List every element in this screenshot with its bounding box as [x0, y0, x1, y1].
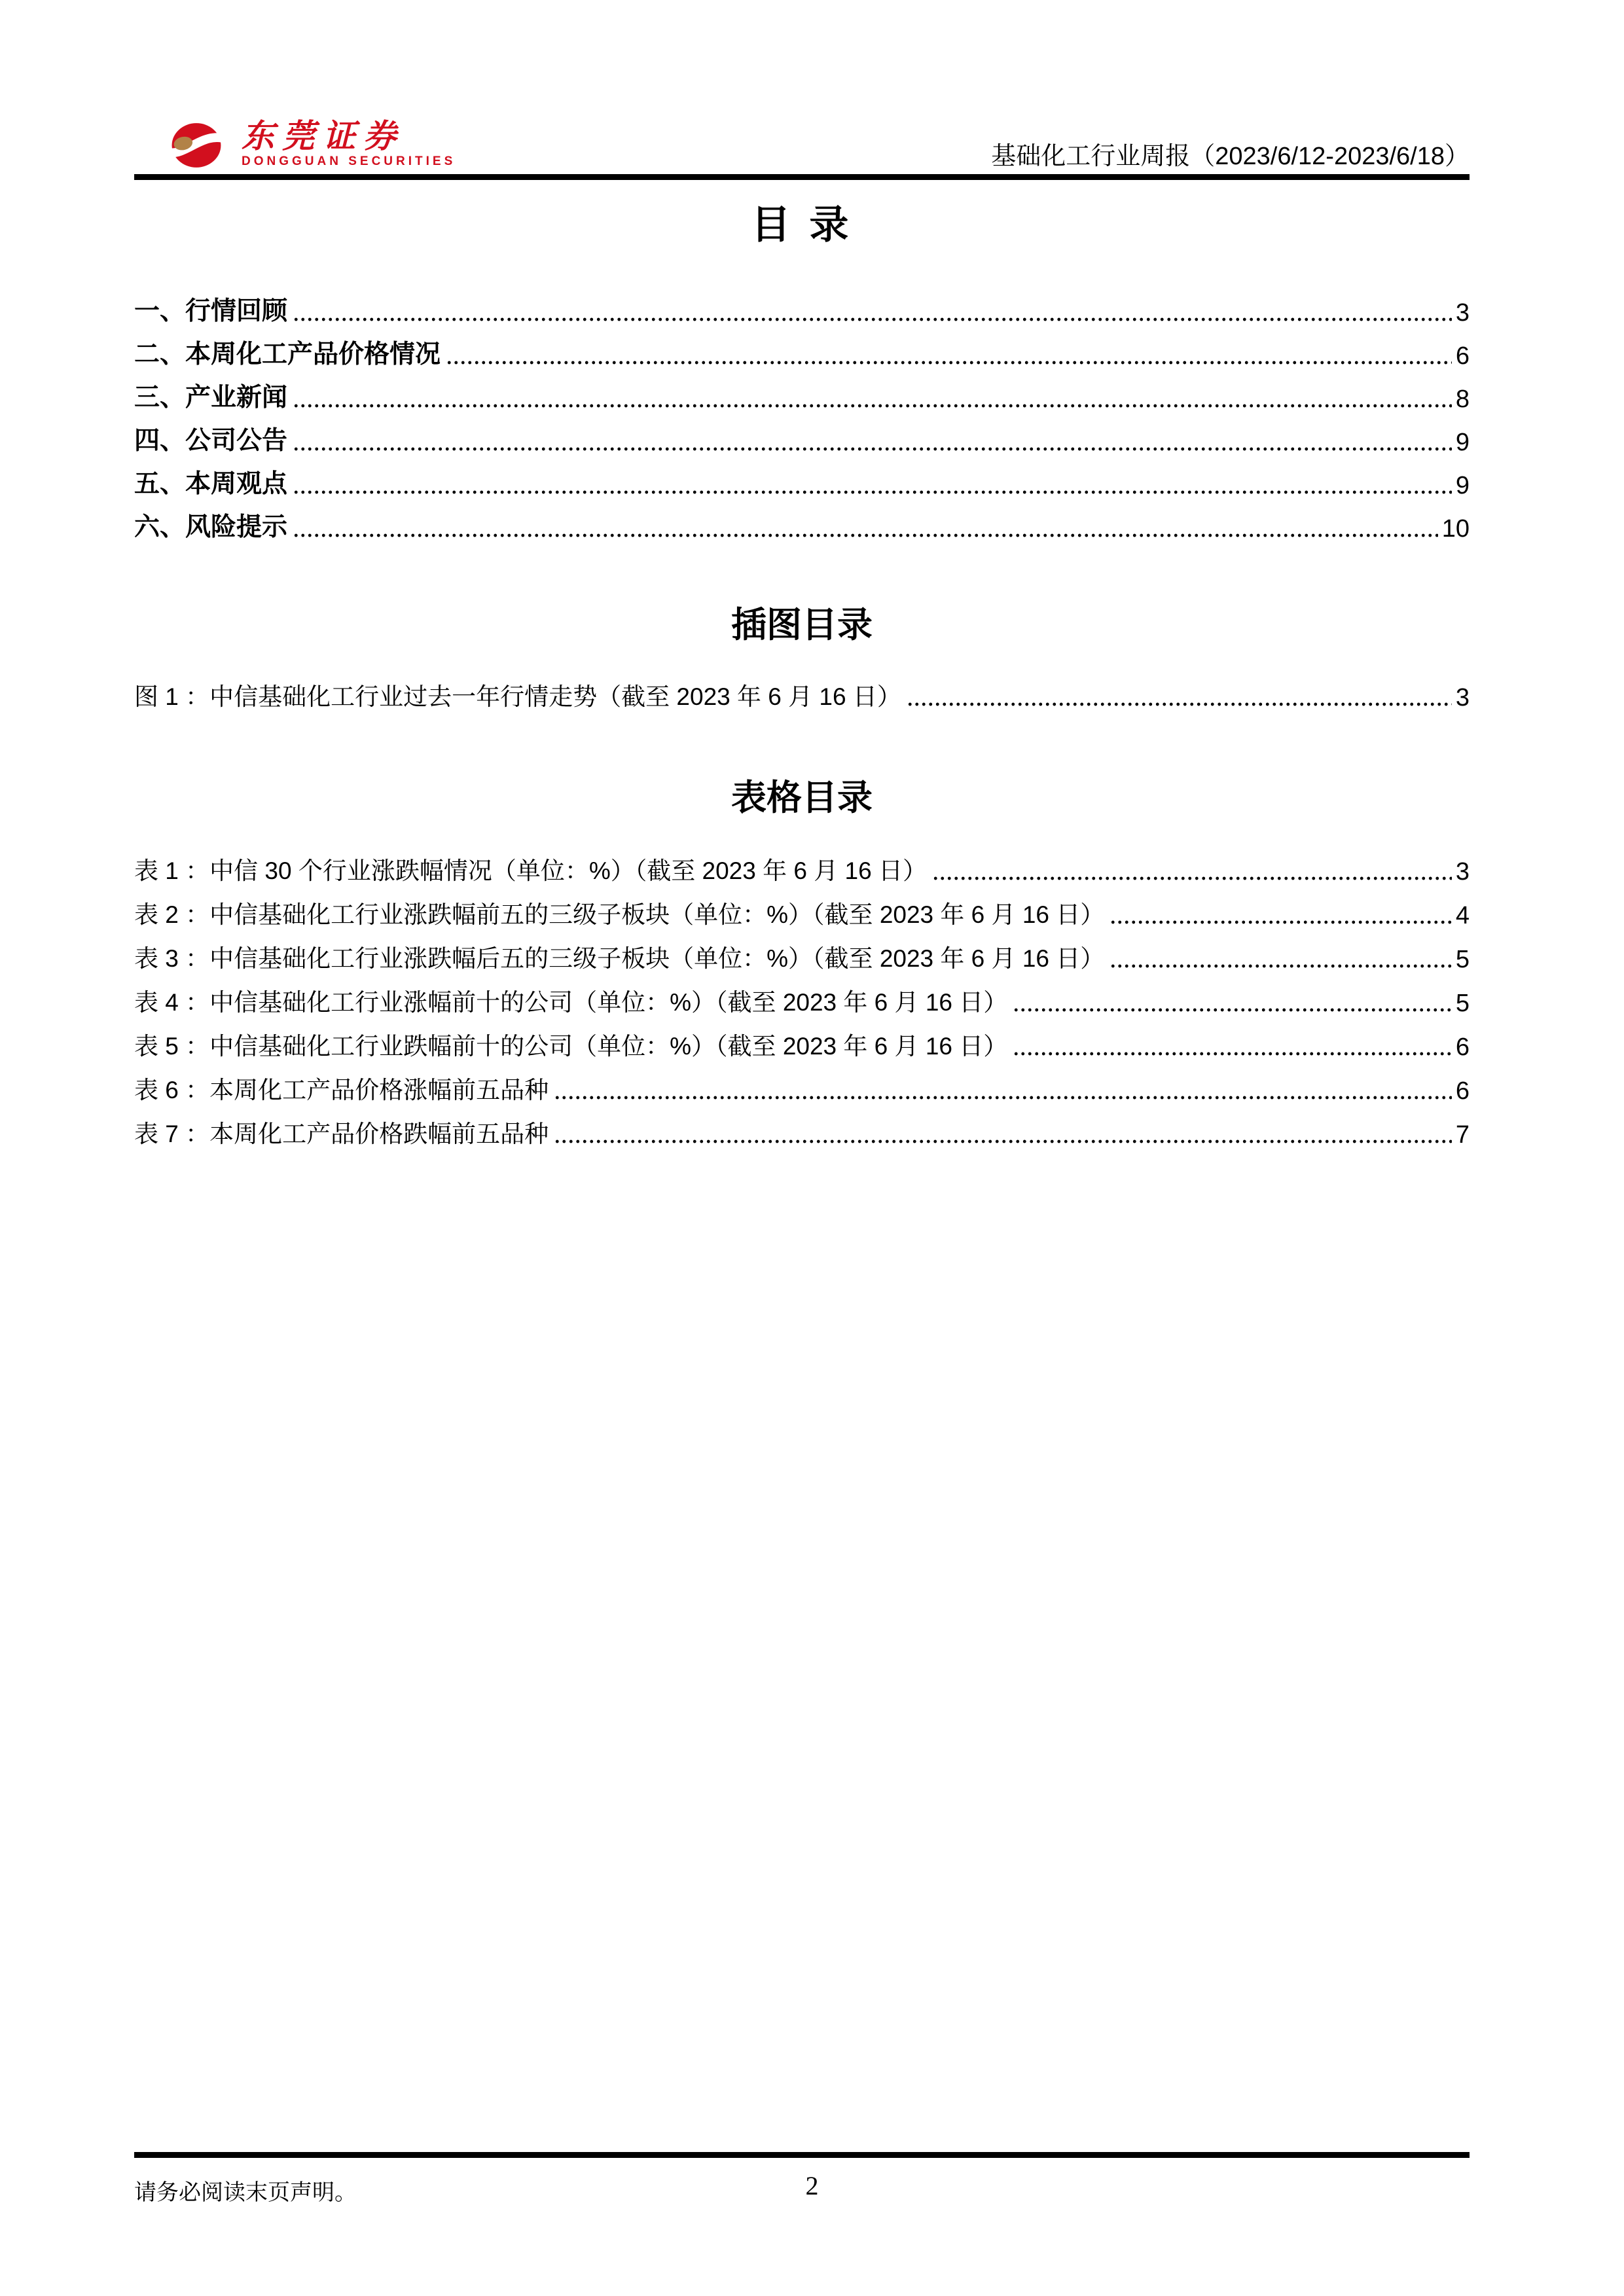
toc-item-page: 9: [1455, 472, 1470, 499]
table-item-page: 4: [1455, 902, 1470, 929]
dot-leader: [1110, 963, 1452, 969]
table-item-page: 5: [1455, 990, 1470, 1017]
table-item-7[interactable]: [134, 1105, 1470, 1149]
figures-list-title: 插图目录: [731, 605, 873, 645]
toc-item-label: 三、产业新闻: [134, 384, 288, 412]
toc-page-content: [134, 194, 1470, 1149]
dot-leader: [293, 489, 1452, 495]
toc-list: [134, 284, 1470, 543]
dot-leader: [293, 403, 1452, 409]
dot-leader: [1013, 1050, 1452, 1057]
figure-item-page: 3: [1455, 684, 1470, 711]
dot-leader: [293, 532, 1438, 539]
toc-item-risk-warning[interactable]: [134, 500, 1470, 543]
logo-text-en: DONGGUAN SECURITIES: [242, 154, 456, 168]
dongguan-securities-logo: [167, 119, 456, 169]
table-item-label: 表 4 ：中信基础化工行业涨幅前十的公司（单位：%）（截至 2023 年 6 月 16 日）: [134, 989, 1008, 1016]
toc-item-page: 10: [1441, 515, 1470, 543]
dot-leader: [446, 359, 1452, 366]
logo-text-cn: 东莞证券: [242, 118, 404, 154]
table-item-2[interactable]: [134, 886, 1470, 930]
dot-leader: [932, 875, 1452, 882]
report-title: 基础化工行业周报（2023/6/12-2023/6/18）: [991, 143, 1470, 170]
toc-item-page: 9: [1455, 429, 1470, 456]
dot-leader: [1110, 919, 1452, 925]
dongguan-securities-logo-icon: [167, 122, 226, 169]
footer-page-number: 2: [805, 2171, 819, 2200]
table-item-page: 5: [1455, 946, 1470, 973]
toc-item-industry-news[interactable]: [134, 370, 1470, 414]
toc-title: 目 录: [751, 203, 853, 247]
figure-item-label: 图 1 ：中信基础化工行业过去一年行情走势（截至 2023 年 6 月 16 日）: [134, 683, 901, 710]
tables-list: [134, 842, 1470, 1149]
toc-item-weekly-view[interactable]: [134, 457, 1470, 500]
figure-item-1[interactable]: [134, 668, 1470, 712]
dot-leader: [293, 446, 1452, 452]
table-item-page: 6: [1455, 1077, 1470, 1105]
table-item-4[interactable]: [134, 974, 1470, 1018]
dot-leader: [1013, 1007, 1452, 1013]
footer-divider: [134, 2152, 1470, 2158]
table-item-page: 7: [1455, 1121, 1470, 1149]
table-item-page: 3: [1455, 858, 1470, 886]
table-item-label: 表 1 ：中信 30 个行业涨跌幅情况（单位：%）（截至 2023 年 6 月 16 日）: [134, 857, 927, 884]
dot-leader: [293, 316, 1452, 323]
table-item-page: 6: [1455, 1033, 1470, 1061]
toc-item-label: 二、本周化工产品价格情况: [134, 340, 441, 368]
header-divider: [134, 174, 1470, 180]
toc-item-label: 一、行情回顾: [134, 297, 288, 325]
logo-text-block: [242, 119, 456, 169]
table-item-label: 表 3 ：中信基础化工行业涨跌幅后五的三级子板块（单位：%）（截至 2023 年 6 月 16 日）: [134, 945, 1105, 972]
toc-item-page: 6: [1455, 342, 1470, 370]
figures-list: [134, 668, 1470, 712]
dot-leader: [907, 701, 1452, 708]
table-item-1[interactable]: [134, 842, 1470, 886]
footer-disclaimer: 请务必阅读末页声明。: [134, 2180, 357, 2205]
dot-leader: [554, 1138, 1452, 1145]
page-header: [134, 119, 1470, 175]
toc-item-market-review[interactable]: [134, 284, 1470, 327]
table-item-3[interactable]: [134, 930, 1470, 974]
toc-item-label: 五、本周观点: [134, 470, 288, 498]
toc-item-product-prices[interactable]: [134, 327, 1470, 370]
toc-item-label: 六、风险提示: [134, 513, 288, 541]
tables-list-title: 表格目录: [731, 778, 873, 817]
table-item-5[interactable]: [134, 1018, 1470, 1062]
table-item-6[interactable]: [134, 1062, 1470, 1105]
toc-item-page: 3: [1455, 299, 1470, 327]
table-item-label: 表 6 ：本周化工产品价格涨幅前五品种: [134, 1077, 549, 1103]
dot-leader: [554, 1094, 1452, 1101]
table-item-label: 表 7 ：本周化工产品价格跌幅前五品种: [134, 1121, 549, 1147]
toc-item-label: 四、公司公告: [134, 427, 288, 455]
table-item-label: 表 2 ：中信基础化工行业涨跌幅前五的三级子板块（单位：%）（截至 2023 年 6 月 16 日）: [134, 901, 1105, 928]
toc-item-company-announcements[interactable]: [134, 414, 1470, 457]
table-item-label: 表 5 ：中信基础化工行业跌幅前十的公司（单位：%）（截至 2023 年 6 月 16 日）: [134, 1033, 1008, 1060]
toc-item-page: 8: [1455, 386, 1470, 413]
